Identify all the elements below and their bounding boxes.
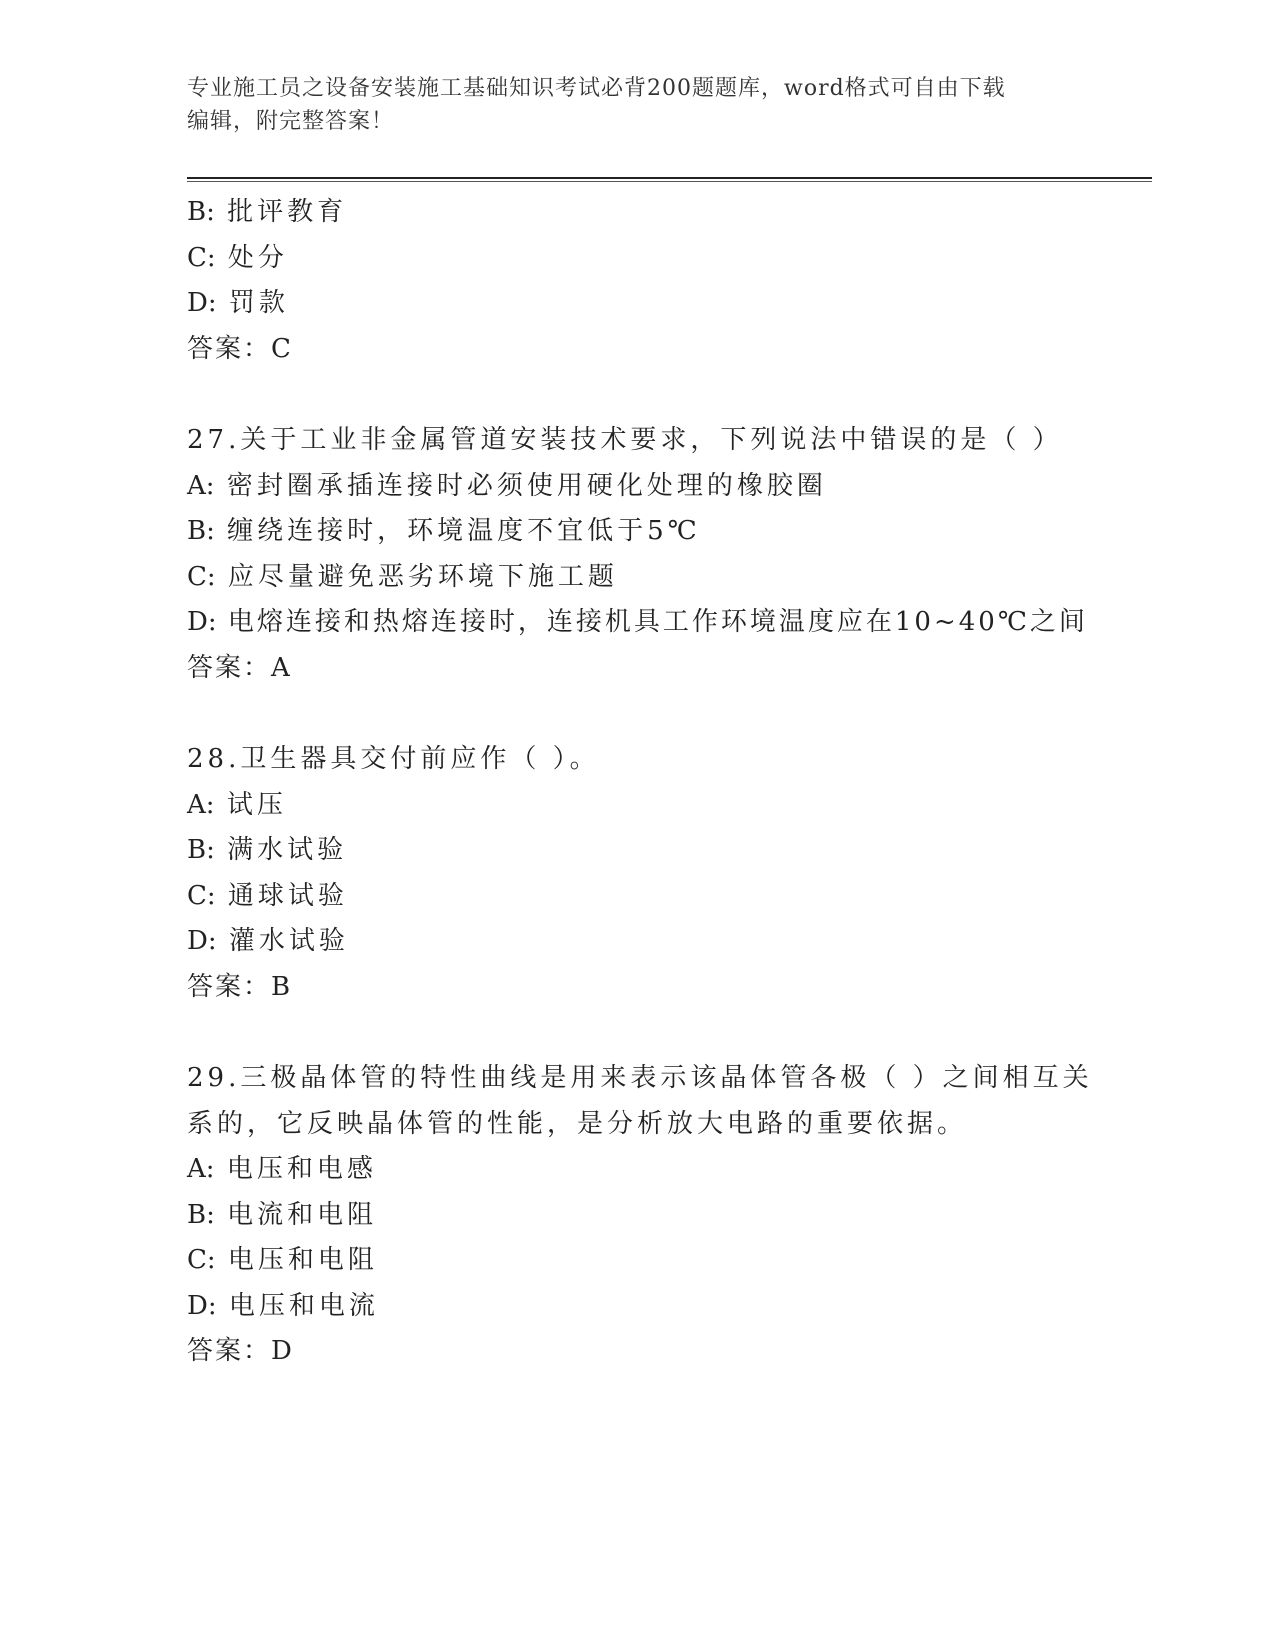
option-d: D: 电压和电流 <box>187 1290 379 1321</box>
option-b: B: 缠绕连接时，环境温度不宜低于5℃ <box>187 516 701 546</box>
answer: 答案：C <box>187 333 293 364</box>
question-29 <box>187 1056 1152 1375</box>
option-c: C: 通球试验 <box>187 880 348 911</box>
answer: 答案：B <box>187 971 293 1002</box>
option-a: A: 试压 <box>187 789 287 820</box>
option-b: B: 满水试验 <box>187 835 348 865</box>
option-b: B: 批评教育 <box>187 197 348 227</box>
option-b: B: 电流和电阻 <box>187 1199 378 1230</box>
option-d: D: 电熔连接和热熔连接时，连接机具工作环境温度应在10~40℃之间 <box>187 607 1088 637</box>
question-stem: 29.三极晶体管的特性曲线是用来表示该晶体管各极（ ）之间相互关 <box>187 1063 1093 1093</box>
header-line-2: 编辑，附完整答案！ <box>187 109 395 134</box>
option-a: A: 密封圈承插连接时必须使用硬化处理的橡胶圈 <box>187 470 827 501</box>
question-stem-continued: 系的，它反映晶体管的性能，是分析放大电路的重要依据。 <box>187 1108 968 1139</box>
option-d: D: 罚款 <box>187 288 289 318</box>
question-stem: 27.关于工业非金属管道安装技术要求，下列说法中错误的是（ ） <box>187 425 1063 455</box>
question-stem: 28.卫生器具交付前应作（ ）。 <box>187 744 600 774</box>
header-divider-thin <box>187 181 1152 182</box>
partial-question <box>187 190 1152 372</box>
question-27 <box>187 418 1152 691</box>
question-content <box>187 190 1152 1375</box>
option-d: D: 灌水试验 <box>187 926 349 956</box>
option-c: C: 电压和电阻 <box>187 1245 378 1275</box>
option-c: C: 应尽量避免恶劣环境下施工题 <box>187 561 618 592</box>
answer: 答案：D <box>187 1336 294 1366</box>
header-line-1: 专业施工员之设备安装施工基础知识考试必背200题题库，word格式可自由下载 <box>187 76 1006 101</box>
question-28 <box>187 737 1152 1010</box>
document-header <box>187 72 1067 138</box>
option-c: C: 处分 <box>187 242 288 273</box>
answer: 答案：A <box>187 652 292 683</box>
header-divider <box>187 177 1152 179</box>
option-a: A: 电压和电感 <box>187 1154 377 1184</box>
